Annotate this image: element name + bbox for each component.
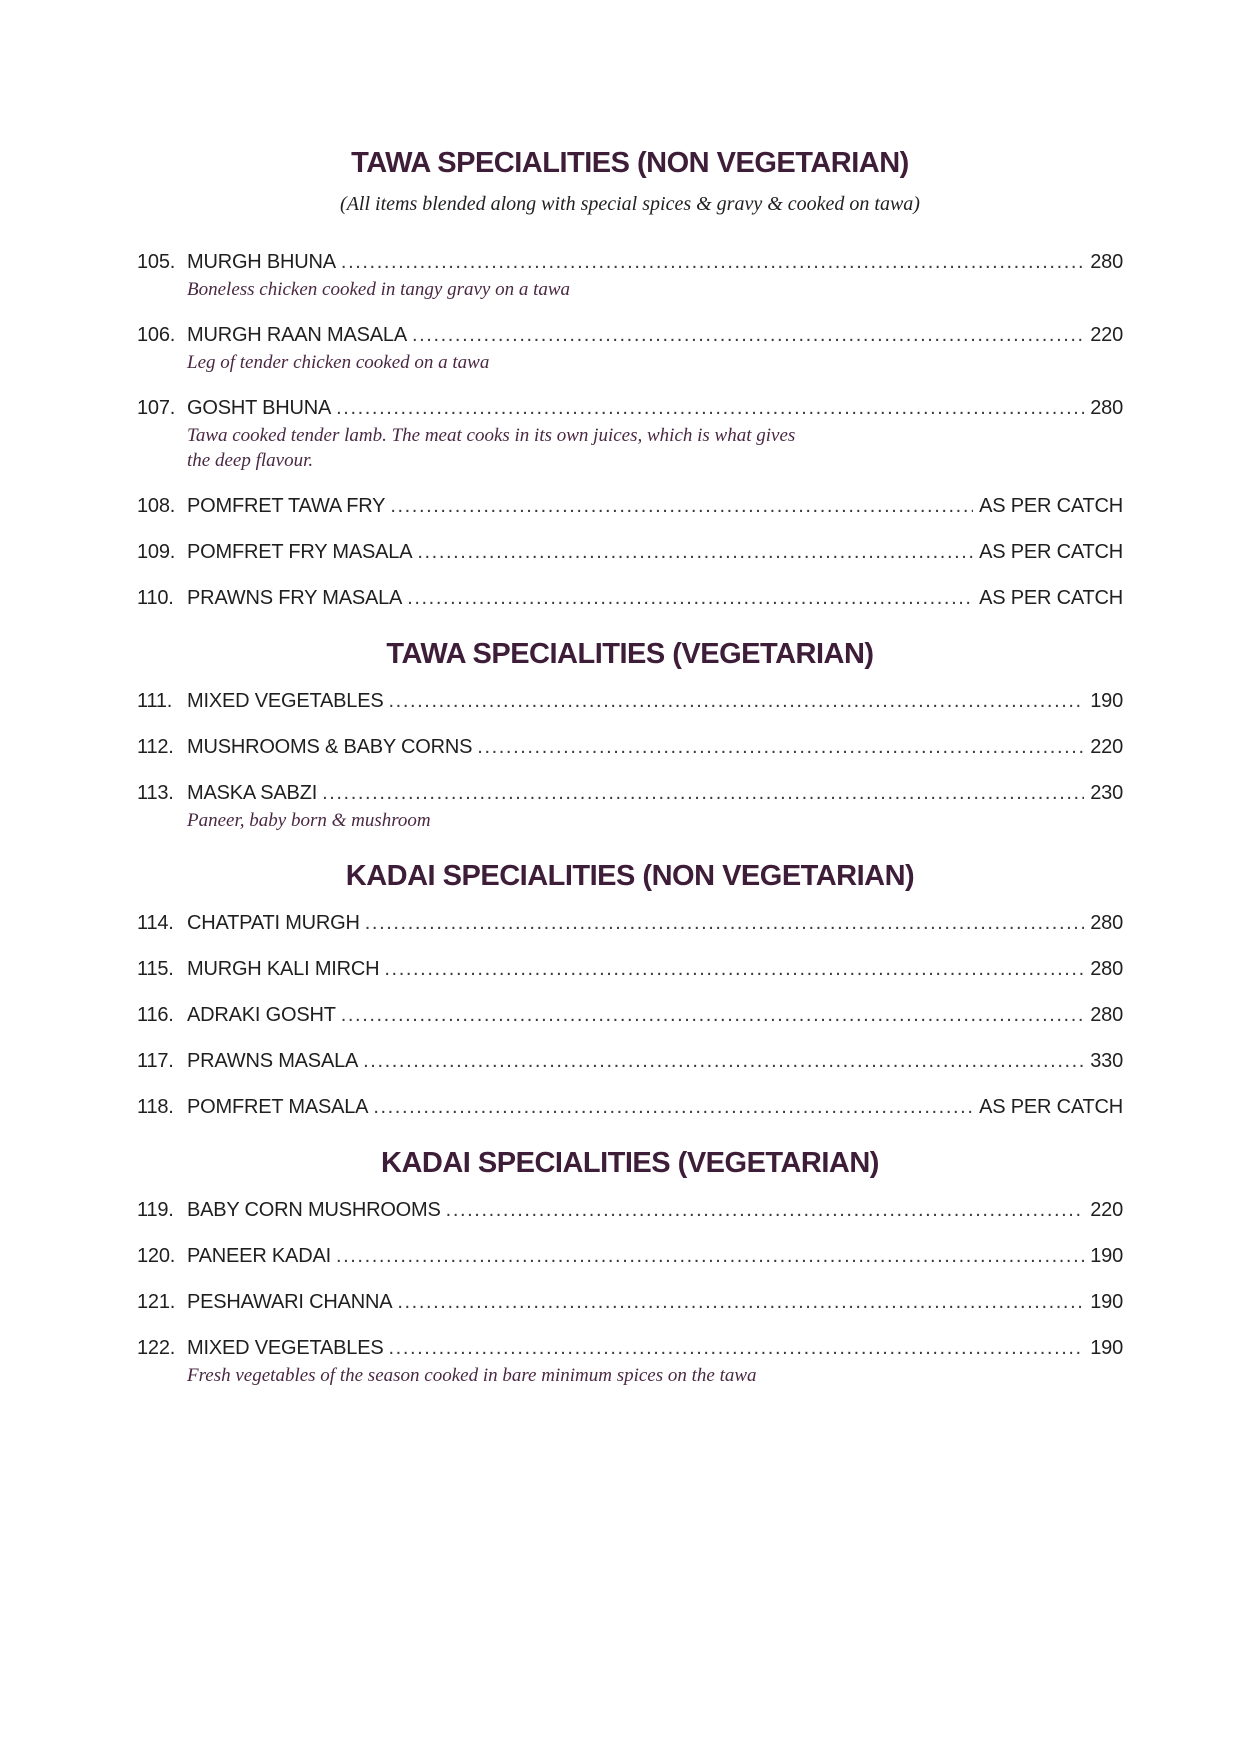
item-number: 120. <box>137 1245 176 1267</box>
menu-item <box>137 494 1123 519</box>
item-name: PANEER KADAI <box>187 1245 331 1267</box>
item-price: 190 <box>1090 690 1123 712</box>
item-description: Boneless chicken cooked in tangy gravy on a tawa <box>187 279 571 300</box>
menu-item <box>137 540 1123 565</box>
item-number: 114. <box>137 912 174 934</box>
menu-item-row <box>137 1049 1123 1074</box>
item-description: Tawa cooked tender lamb. The meat cooks in its own juices, which is what gives the deep flavour. <box>187 425 796 471</box>
item-description: Fresh vegetables of the season cooked in bare minimum spices on the tawa <box>187 1365 757 1386</box>
item-name: PRAWNS FRY MASALA <box>187 587 403 609</box>
menu-item <box>137 1336 1123 1388</box>
dot-leader <box>341 250 1084 275</box>
dot-leader <box>336 396 1084 421</box>
item-number: 109. <box>137 541 176 563</box>
menu-item <box>137 781 1123 833</box>
item-number: 112. <box>137 736 174 758</box>
item-price: 190 <box>1090 1245 1123 1267</box>
item-number: 119. <box>137 1199 174 1221</box>
menu-item <box>137 1198 1123 1223</box>
item-name: BABY CORN MUSHROOMS <box>187 1199 441 1221</box>
menu-item-row <box>137 689 1123 714</box>
menu-section <box>137 637 1123 833</box>
item-name: MURGH BHUNA <box>187 251 336 273</box>
item-description: Leg of tender chicken cooked on a tawa <box>187 352 490 373</box>
item-price: AS PER CATCH <box>979 495 1123 517</box>
item-name: CHATPATI MURGH <box>187 912 360 934</box>
menu-item <box>137 1095 1123 1120</box>
item-price: 280 <box>1090 397 1123 419</box>
item-number: 105. <box>137 251 176 273</box>
dot-leader <box>390 494 973 519</box>
item-price: 280 <box>1090 958 1123 980</box>
item-description: Paneer, baby born & mushroom <box>187 810 431 831</box>
item-number: 106. <box>137 324 176 346</box>
menu-item <box>137 689 1123 714</box>
menu-section <box>137 146 1123 611</box>
section-items <box>137 244 1123 611</box>
item-number: 118. <box>137 1096 174 1118</box>
item-price: 190 <box>1090 1337 1123 1359</box>
menu-item-row <box>137 781 1123 806</box>
dot-leader <box>322 781 1084 806</box>
item-name: MUSHROOMS & BABY CORNS <box>187 736 473 758</box>
menu-item-row <box>137 1198 1123 1223</box>
item-name: GOSHT BHUNA <box>187 397 332 419</box>
item-number: 111. <box>137 690 173 712</box>
menu-item <box>137 396 1123 473</box>
menu-item <box>137 1003 1123 1028</box>
item-price: 220 <box>1090 1199 1123 1221</box>
item-price: 280 <box>1090 912 1123 934</box>
dot-leader <box>341 1003 1084 1028</box>
menu-item-row <box>137 957 1123 982</box>
item-number: 107. <box>137 397 176 419</box>
section-title: KADAI SPECIALITIES (NON VEGETARIAN) <box>345 860 915 892</box>
menu-item <box>137 735 1123 760</box>
item-name: PRAWNS MASALA <box>187 1050 359 1072</box>
menu-item <box>137 1049 1123 1074</box>
dot-leader <box>384 957 1084 982</box>
dot-leader <box>389 1336 1085 1361</box>
menu-item-row <box>137 735 1123 760</box>
item-name: MIXED VEGETABLES <box>187 690 384 712</box>
dot-leader <box>412 323 1084 348</box>
menu-item <box>137 250 1123 302</box>
item-number: 121. <box>137 1291 176 1313</box>
item-number: 122. <box>137 1337 176 1359</box>
item-price: 220 <box>1090 324 1123 346</box>
item-price: 330 <box>1090 1050 1123 1072</box>
menu-item <box>137 911 1123 936</box>
menu-item <box>137 1244 1123 1269</box>
dot-leader <box>417 540 973 565</box>
menu-item-row <box>137 1336 1123 1361</box>
item-number: 110. <box>137 587 174 609</box>
item-name: POMFRET TAWA FRY <box>187 495 386 517</box>
dot-leader <box>389 689 1085 714</box>
item-price: AS PER CATCH <box>979 541 1123 563</box>
item-price: 230 <box>1090 782 1123 804</box>
dot-leader <box>373 1095 973 1120</box>
dot-leader <box>407 586 973 611</box>
item-name: MURGH KALI MIRCH <box>187 958 380 980</box>
menu-item-row <box>137 1244 1123 1269</box>
dot-leader <box>397 1290 1084 1315</box>
menu-section <box>137 1146 1123 1388</box>
item-number: 117. <box>137 1050 174 1072</box>
item-number: 108. <box>137 495 176 517</box>
menu-section <box>137 859 1123 1120</box>
section-items <box>137 1192 1123 1388</box>
menu-item-row <box>137 494 1123 519</box>
item-name: PESHAWARI CHANNA <box>187 1291 393 1313</box>
section-items <box>137 683 1123 833</box>
item-price: 220 <box>1090 736 1123 758</box>
item-name: POMFRET FRY MASALA <box>187 541 413 563</box>
section-title: TAWA SPECIALITIES (VEGETARIAN) <box>386 638 874 670</box>
menu-item-row <box>137 1290 1123 1315</box>
menu-item-row <box>137 911 1123 936</box>
item-name: MASKA SABZI <box>187 782 318 804</box>
menu-item-row <box>137 586 1123 611</box>
item-price: 190 <box>1090 1291 1123 1313</box>
item-price: AS PER CATCH <box>979 1096 1123 1118</box>
item-number: 116. <box>137 1004 174 1026</box>
item-number: 115. <box>137 958 174 980</box>
menu-item-row <box>137 396 1123 421</box>
item-price: 280 <box>1090 1004 1123 1026</box>
item-name: POMFRET MASALA <box>187 1096 369 1118</box>
dot-leader <box>446 1198 1085 1223</box>
item-name: MIXED VEGETABLES <box>187 1337 384 1359</box>
item-price: AS PER CATCH <box>979 587 1123 609</box>
dot-leader <box>336 1244 1084 1269</box>
menu-item-row <box>137 250 1123 275</box>
menu-item-row <box>137 540 1123 565</box>
section-title: KADAI SPECIALITIES (VEGETARIAN) <box>381 1147 879 1179</box>
menu-item <box>137 586 1123 611</box>
menu-item-row <box>137 1003 1123 1028</box>
item-number: 113. <box>137 782 174 804</box>
menu-item-row <box>137 323 1123 348</box>
dot-leader <box>365 911 1084 936</box>
item-price: 280 <box>1090 251 1123 273</box>
menu-item <box>137 1290 1123 1315</box>
menu-item <box>137 323 1123 375</box>
item-name: MURGH RAAN MASALA <box>187 324 407 346</box>
menu-item-row <box>137 1095 1123 1120</box>
section-items <box>137 905 1123 1120</box>
dot-leader <box>363 1049 1084 1074</box>
section-title: TAWA SPECIALITIES (NON VEGETARIAN) <box>351 147 909 179</box>
menu-item <box>137 957 1123 982</box>
dot-leader <box>477 735 1084 760</box>
item-name: ADRAKI GOSHT <box>187 1004 336 1026</box>
section-subtitle: (All items blended along with special spices & gravy & cooked on tawa) <box>340 193 920 215</box>
